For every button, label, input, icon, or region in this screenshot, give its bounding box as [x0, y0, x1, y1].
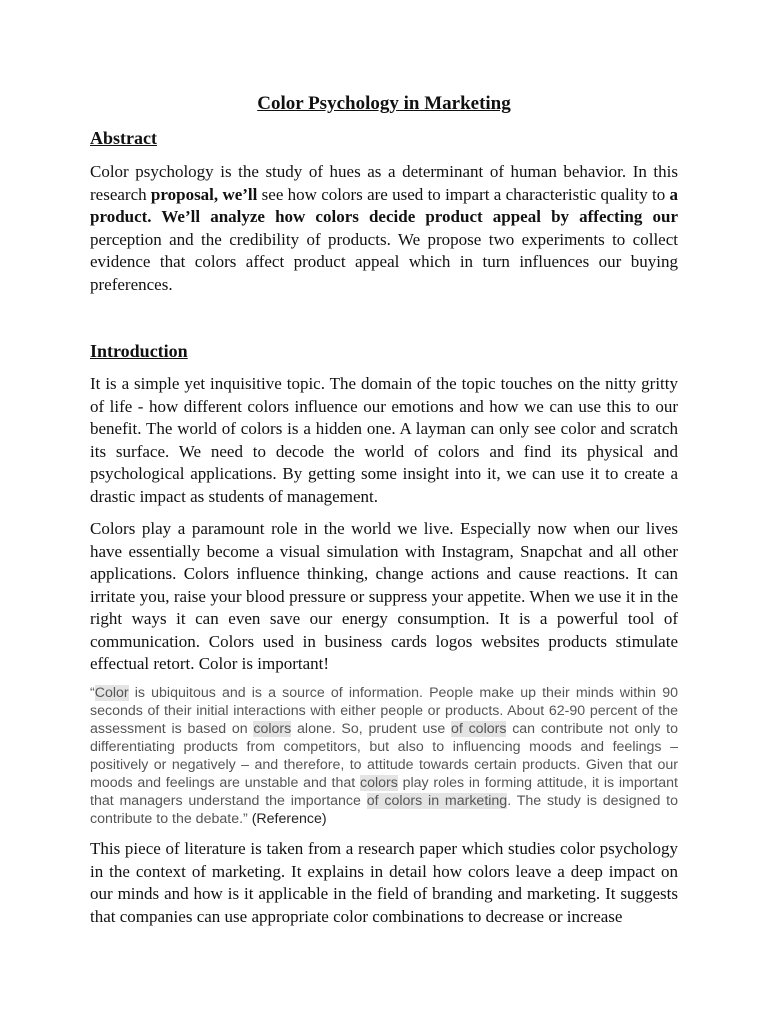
- quote-text-3: can contribute not only to differentiating products from competitors, but also to influencing moods and feelings – positively or negatively – and therefore, to attitude towards certain products. Given that our moods and feelings are unstable and that: [90, 721, 678, 791]
- highlight-colors-2: colors: [359, 775, 398, 791]
- quote-text-5: . The study is designed to contribute to the debate.”: [90, 793, 678, 827]
- highlight-colors-1: colors: [253, 721, 292, 737]
- intro-paragraph-3: This piece of literature is taken from a research paper which studies color psychology in the context of marketing. It explains in detail how colors leave a deep impact on our minds and how is it applicable in the field of branding and marketing. It suggests that companies can use appropriate color combinations to decrease or increase: [90, 839, 678, 926]
- introduction-heading: Introduction: [90, 341, 188, 361]
- abstract-bold-1: proposal, we’ll: [150, 184, 258, 204]
- reference-note: (Reference): [247, 811, 327, 827]
- abstract-text-1: Color psychology is the study of hues as a determinant of human behavior. In this research: [90, 162, 678, 204]
- quote-text-4: play roles in forming attitude, it is important that managers understand the importance: [90, 775, 679, 809]
- highlight-of-colors-in-marketing: of colors in marketing: [366, 793, 508, 809]
- intro-paragraph-1: It is a simple yet inquisitive topic. The domain of the topic touches on the nitty gritty of life - how different colors influence our emotions and how we can use this to our benefit. The world of colors is a hidden one. A layman can only see color and scratch its surface. We need to decode the world of colors and find its physical and psychological applications. By getting some insight into it, we can use it to create a drastic impact as students of management.: [90, 374, 678, 506]
- abstract-heading: Abstract: [90, 128, 157, 148]
- highlight-color: Color: [94, 685, 129, 701]
- abstract-text-2: see how colors are used to impart a characteristic quality to: [257, 184, 670, 204]
- intro-paragraph-2: Colors play a paramount role in the world we live. Especially now when our lives have essentially become a visual simulation with Instagram, Snapchat and all other applications. Colors influence thinking, change actions and cause reactions. It can irritate you, raise your blood pressure or suppress your appetite. When we use it in the right ways it can even save our energy consumption. It is a powerful tool of communication. Colors used in business cards logos websites products stimulate effectual retort. Color is important!: [90, 519, 678, 673]
- quote-open-mark: “: [90, 685, 95, 701]
- highlight-of-colors: of colors: [451, 721, 507, 737]
- quoted-passage: [90, 684, 678, 828]
- abstract-text-3: perception and the credibility of products. We propose two experiments to collect evidence that colors affect product appeal which in turn influences our buying preferences.: [90, 229, 678, 294]
- quote-text-1: is ubiquitous and is a source of information. People make up their minds within 90 seconds of their initial interactions with either people or products. About 62-90 percent of the assessment is based on: [90, 685, 678, 737]
- document-title: Color Psychology in Marketing: [257, 93, 511, 114]
- abstract-bold-2: a product. We’ll analyze how colors decide product appeal by affecting our: [90, 184, 679, 226]
- abstract-paragraph: [90, 161, 678, 296]
- quote-text-2: alone. So, prudent use: [291, 721, 451, 737]
